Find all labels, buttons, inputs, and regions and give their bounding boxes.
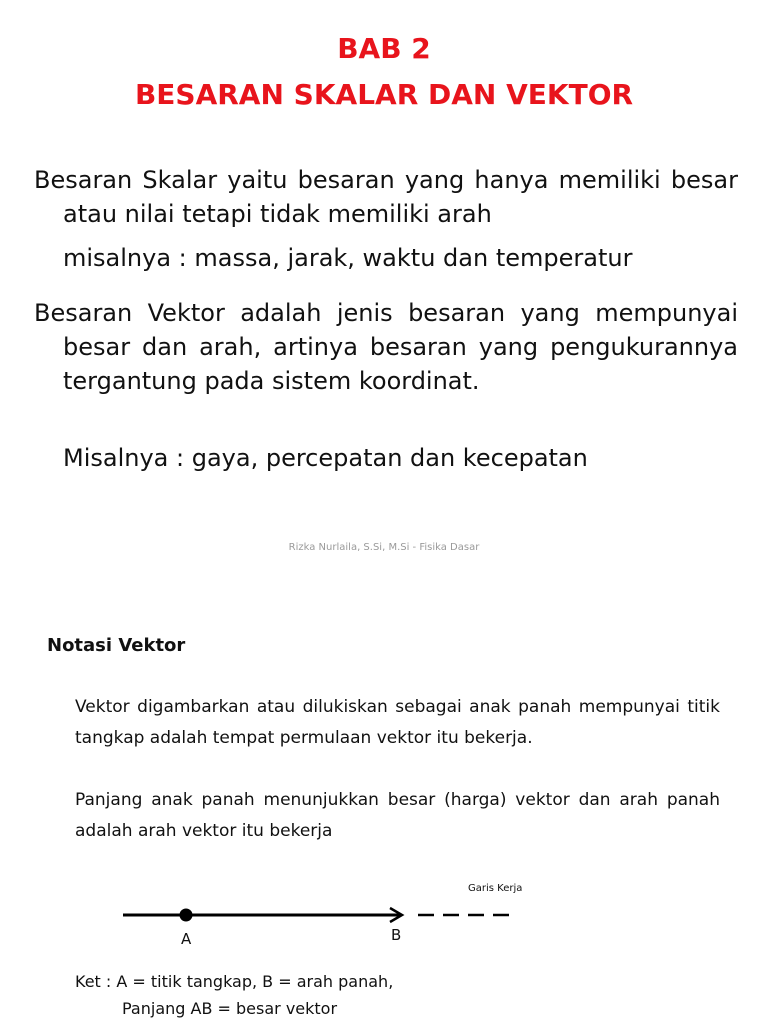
vector-description: Vektor digambarkan atau dilukiskan sebagai anak panah mempunyai titik tangkap adalah tempat permulaan vektor itu bekerja. xyxy=(75,697,720,748)
point-a-dot xyxy=(180,909,193,922)
scalar-definition: Besaran Skalar yaitu besaran yang hanya memiliki besar atau nilai tetapi tidak memiliki arah xyxy=(34,166,738,228)
vector-diagram xyxy=(0,895,768,935)
chapter-subtitle: BESARAN SKALAR DAN VEKTOR xyxy=(134,78,634,111)
line-of-action-label: Garis Kerja xyxy=(468,883,523,894)
arrow-description: Panjang anak panah menunjukkan besar (harga) vektor dan arah panah adalah arah vektor itu bekerja xyxy=(75,790,720,841)
vector-definition: Besaran Vektor adalah jenis besaran yang mempunyai besar dan arah, artinya besaran yang pengukurannya tergantung pada sistem koordinat. xyxy=(34,299,738,395)
scalar-example: misalnya : massa, jarak, waktu dan temperatur xyxy=(63,244,633,272)
legend-line-1: Ket : A = titik tangkap, B = arah panah, xyxy=(75,972,394,991)
chapter-title: BAB 2 xyxy=(337,32,431,65)
point-a-label: A xyxy=(181,930,192,948)
slide-2 xyxy=(0,575,768,1024)
legend-line-2: Panjang AB = besar vektor xyxy=(122,999,338,1018)
vector-example: Misalnya : gaya, percepatan dan kecepatan xyxy=(63,444,588,472)
section-heading: Notasi Vektor xyxy=(47,635,186,656)
slide-footer: Rizka Nurlaila, S.Si, M.Si - Fisika Dasar xyxy=(288,542,480,553)
point-b-label: B xyxy=(391,926,402,944)
